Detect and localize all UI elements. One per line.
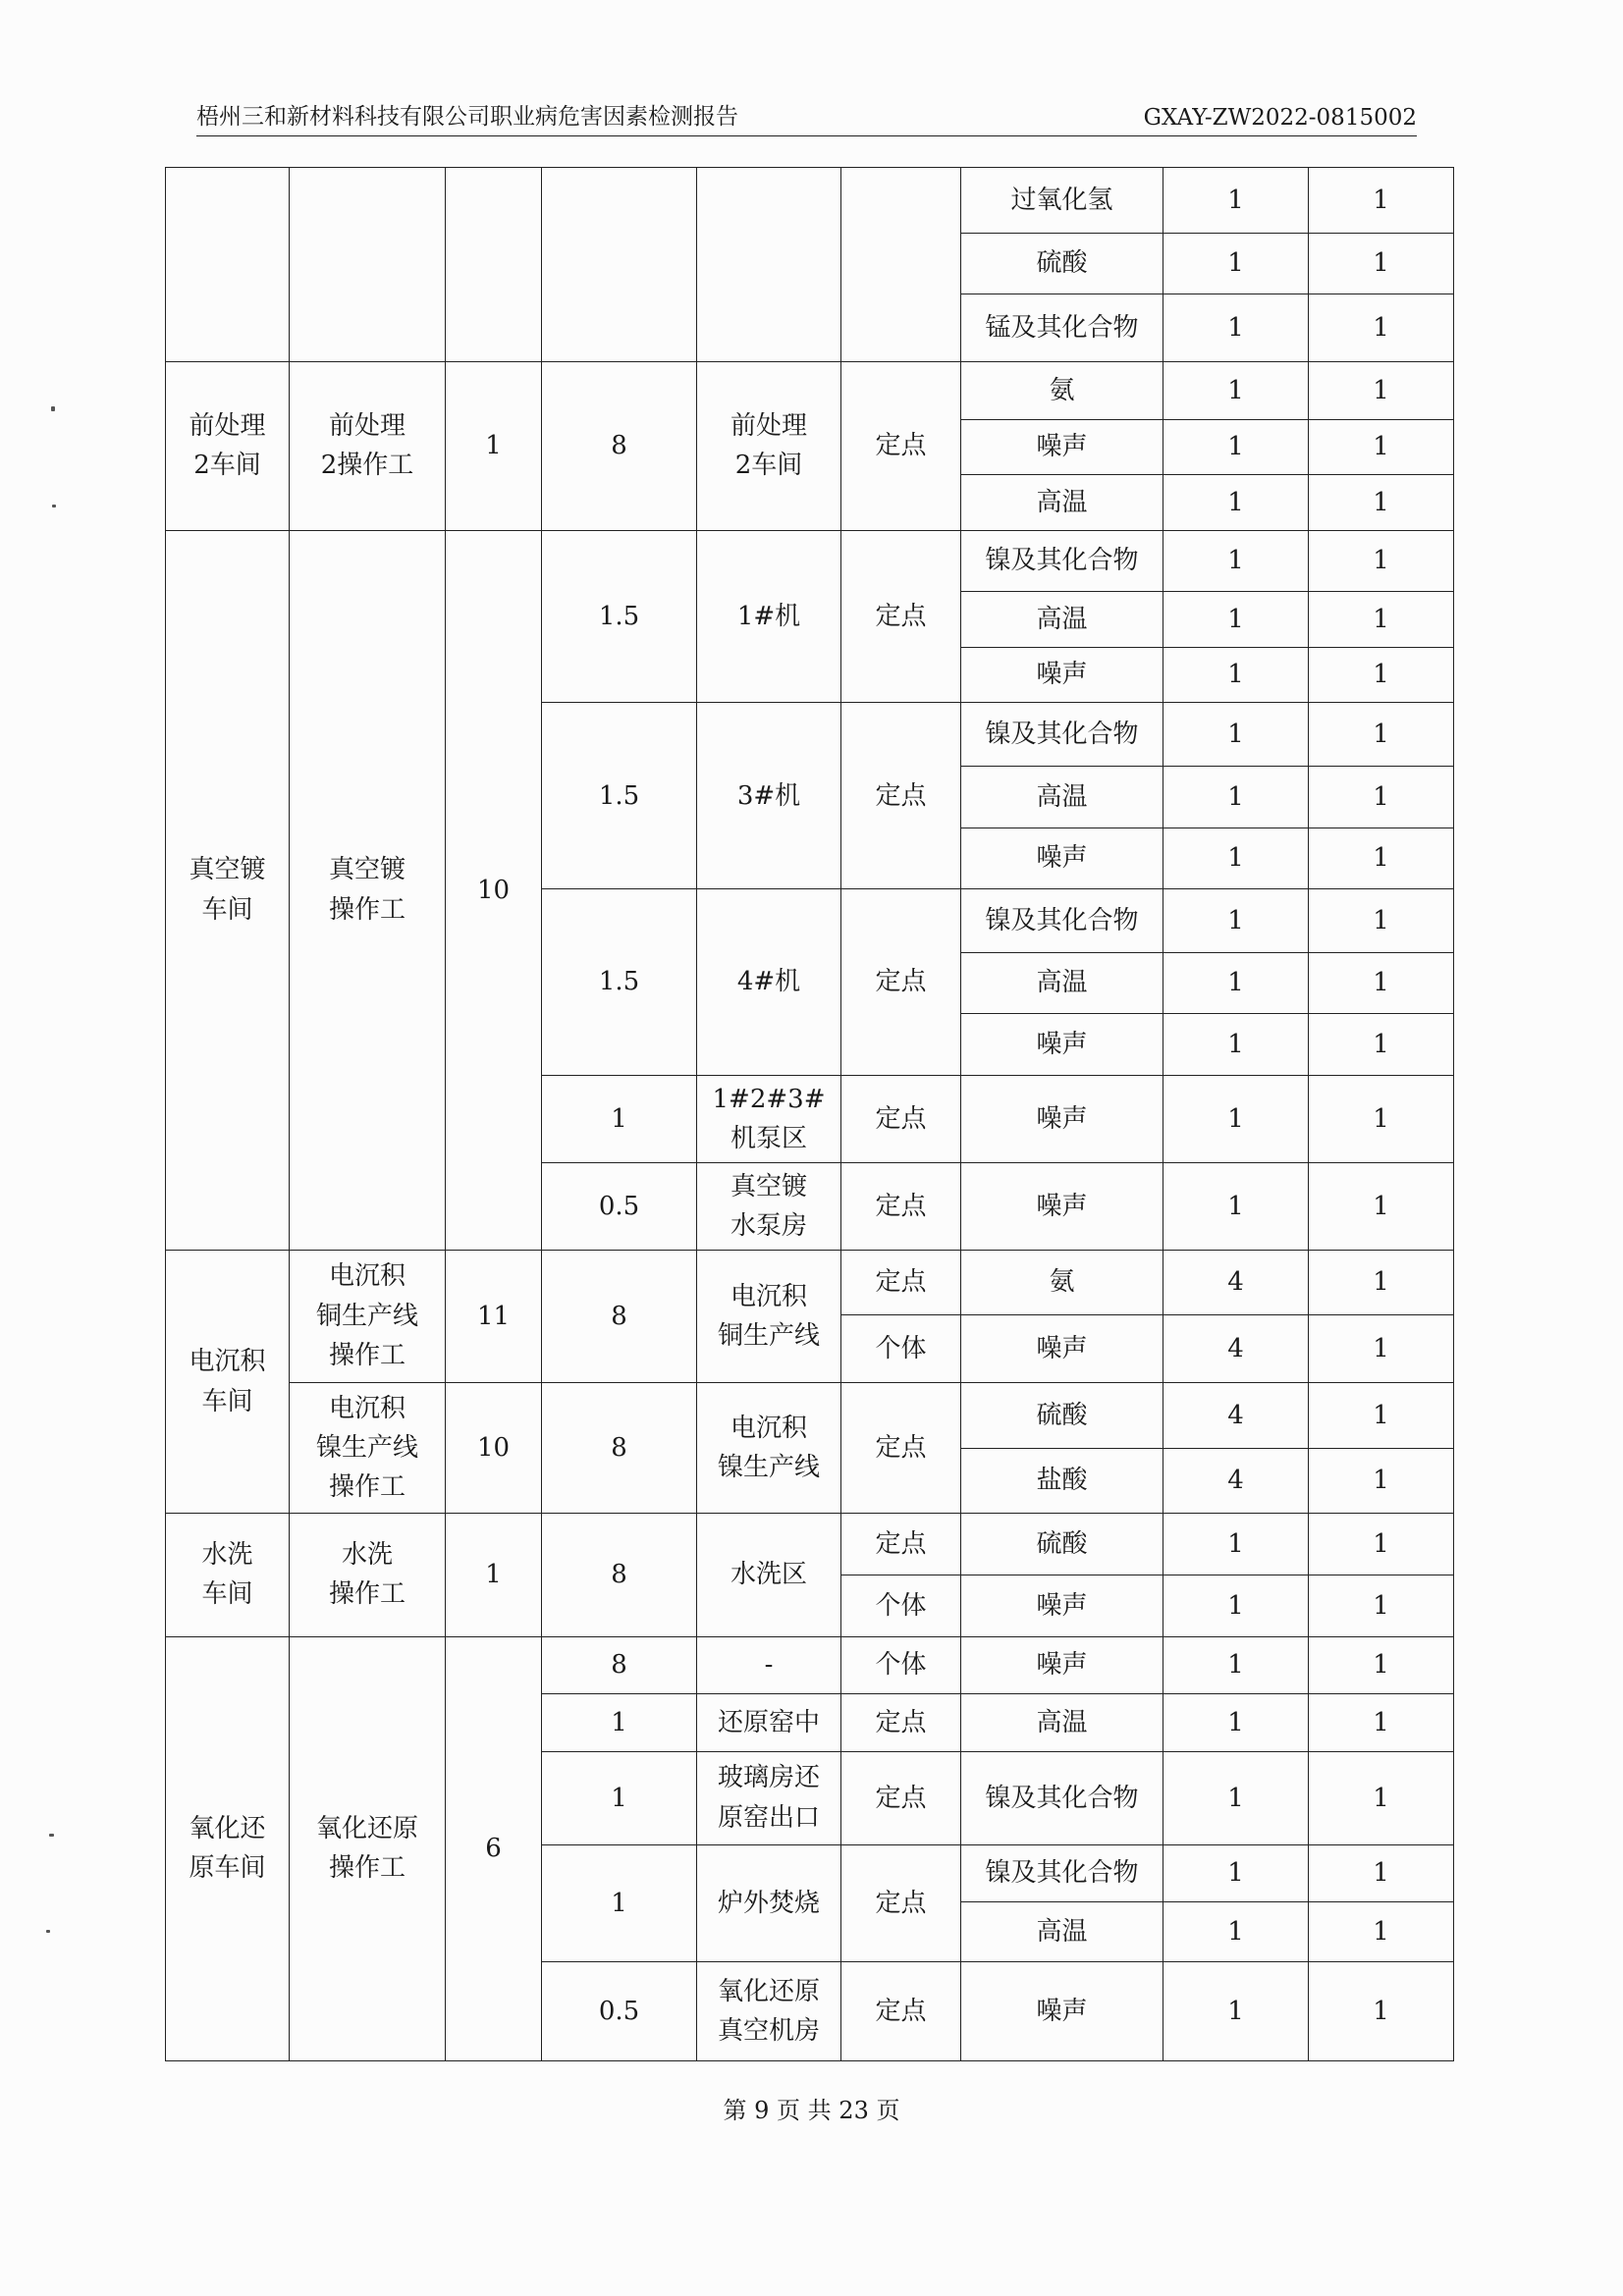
factor-cell: 噪声 [961,1575,1163,1636]
count-cell: 1 [1163,1075,1309,1162]
hours-cell: 0.5 [542,1162,697,1250]
factor-cell: 高温 [961,766,1163,828]
factor-cell: 高温 [961,1902,1163,1962]
page-header [196,96,1417,136]
count-cell: 1 [1163,419,1309,475]
count-cell: 1 [1163,294,1309,362]
job-cell: 电沉积 镍生产线 操作工 [290,1383,446,1514]
count-cell: 1 [1309,828,1454,889]
sampling-type-cell: 个体 [841,1636,961,1694]
count-cell: 1 [1309,1514,1454,1575]
hours-cell: 1 [542,1075,697,1162]
factor-cell: 噪声 [961,1315,1163,1383]
count-cell: 1 [1309,647,1454,703]
count-cell: 1 [1163,647,1309,703]
sampling-type-cell: 定点 [841,1751,961,1844]
count-cell: 1 [1309,530,1454,592]
workshop-cell: 水洗 车间 [166,1514,290,1636]
detection-table [165,167,1454,2061]
location-cell: 前处理 2车间 [697,361,841,530]
workshop-cell: 电沉积 车间 [166,1250,290,1514]
hours-cell: 8 [542,1636,697,1694]
factor-cell: 高温 [961,592,1163,648]
sampling-type-cell: 定点 [841,889,961,1076]
worker-count-cell: 1 [446,361,542,530]
count-cell: 1 [1163,889,1309,953]
count-cell: 1 [1163,952,1309,1014]
location-cell: 氧化还原 真空机房 [697,1961,841,2060]
count-cell: 1 [1309,1315,1454,1383]
count-cell: 1 [1309,1902,1454,1962]
location-cell: 电沉积 镍生产线 [697,1383,841,1514]
count-cell: 1 [1163,361,1309,419]
count-cell: 1 [1309,1162,1454,1250]
factor-cell: 噪声 [961,419,1163,475]
table-row [166,168,1454,234]
count-cell: 1 [1309,1751,1454,1844]
count-cell: 4 [1163,1448,1309,1514]
table-cell [841,168,961,362]
report-title: 梧州三和新材料科技有限公司职业病危害因素检测报告 [196,104,738,130]
table-cell [697,168,841,362]
sampling-type-cell: 定点 [841,361,961,530]
count-cell: 1 [1309,1383,1454,1449]
factor-cell: 过氧化氢 [961,168,1163,234]
location-cell: 还原窑中 [697,1694,841,1752]
count-cell: 1 [1309,1448,1454,1514]
sampling-type-cell: 定点 [841,1694,961,1752]
count-cell: 1 [1163,1902,1309,1962]
sampling-type-cell: 定点 [841,1514,961,1575]
hours-cell: 1 [542,1694,697,1752]
scan-speck [49,1834,54,1837]
location-cell: 1#机 [697,530,841,703]
table-row [166,1636,1454,1694]
worker-count-cell: 10 [446,1383,542,1514]
hours-cell: 8 [542,1514,697,1636]
hours-cell: 1.5 [542,530,697,703]
table-cell [446,168,542,362]
workshop-cell: 前处理 2车间 [166,361,290,530]
workshop-cell: 氧化还 原车间 [166,1636,290,2060]
count-cell: 4 [1163,1250,1309,1315]
count-cell: 1 [1309,1250,1454,1315]
hours-cell: 1.5 [542,703,697,889]
factor-cell: 氨 [961,361,1163,419]
hours-cell: 1 [542,1844,697,1961]
factor-cell: 高温 [961,952,1163,1014]
table-cell [542,168,697,362]
location-cell: 电沉积 铜生产线 [697,1250,841,1382]
hours-cell: 1 [542,1751,697,1844]
worker-count-cell: 6 [446,1636,542,2060]
factor-cell: 噪声 [961,828,1163,889]
table-cell [290,168,446,362]
location-cell: 玻璃房还 原窑出口 [697,1751,841,1844]
table-cell [166,168,290,362]
job-cell: 前处理 2操作工 [290,361,446,530]
count-cell: 1 [1309,766,1454,828]
count-cell: 1 [1163,1751,1309,1844]
count-cell: 1 [1163,703,1309,767]
count-cell: 1 [1309,952,1454,1014]
hours-cell: 0.5 [542,1961,697,2060]
count-cell: 1 [1163,168,1309,234]
sampling-type-cell: 个体 [841,1315,961,1383]
scan-speck [46,1930,50,1933]
sampling-type-cell: 定点 [841,1250,961,1315]
factor-cell: 噪声 [961,1636,1163,1694]
worker-count-cell: 1 [446,1514,542,1636]
factor-cell: 噪声 [961,1075,1163,1162]
count-cell: 1 [1163,1014,1309,1076]
count-cell: 1 [1163,1636,1309,1694]
workshop-cell: 真空镀 车间 [166,530,290,1250]
location-cell: 3#机 [697,703,841,889]
factor-cell: 镍及其化合物 [961,703,1163,767]
job-cell: 真空镀 操作工 [290,530,446,1250]
hours-cell: 1.5 [542,889,697,1076]
scan-speck [51,406,55,411]
sampling-type-cell: 定点 [841,1075,961,1162]
factor-cell: 噪声 [961,1014,1163,1076]
sampling-type-cell: 定点 [841,703,961,889]
job-cell: 电沉积 铜生产线 操作工 [290,1250,446,1382]
sampling-type-cell: 定点 [841,1961,961,2060]
location-cell: - [697,1636,841,1694]
count-cell: 1 [1309,1075,1454,1162]
count-cell: 1 [1309,475,1454,531]
location-cell: 1#2#3# 机泵区 [697,1075,841,1162]
count-cell: 1 [1309,233,1454,294]
factor-cell: 噪声 [961,647,1163,703]
count-cell: 1 [1163,766,1309,828]
factor-cell: 镍及其化合物 [961,1844,1163,1902]
count-cell: 1 [1309,361,1454,419]
sampling-type-cell: 定点 [841,530,961,703]
worker-count-cell: 11 [446,1250,542,1382]
sampling-type-cell: 定点 [841,1162,961,1250]
count-cell: 1 [1309,1636,1454,1694]
table-row [166,530,1454,592]
count-cell: 1 [1163,828,1309,889]
sampling-type-cell: 定点 [841,1844,961,1961]
scan-speck [52,505,56,507]
factor-cell: 高温 [961,1694,1163,1752]
count-cell: 1 [1163,592,1309,648]
table-row [166,1250,1454,1315]
factor-cell: 锰及其化合物 [961,294,1163,362]
table-row [166,1514,1454,1575]
count-cell: 1 [1163,530,1309,592]
count-cell: 1 [1309,1844,1454,1902]
count-cell: 1 [1163,1575,1309,1636]
count-cell: 4 [1163,1383,1309,1449]
location-cell: 炉外焚烧 [697,1844,841,1961]
count-cell: 1 [1163,1961,1309,2060]
count-cell: 1 [1163,1844,1309,1902]
count-cell: 1 [1309,294,1454,362]
job-cell: 氧化还原 操作工 [290,1636,446,2060]
count-cell: 1 [1309,168,1454,234]
factor-cell: 噪声 [961,1162,1163,1250]
table-row [166,1383,1454,1449]
count-cell: 1 [1163,1514,1309,1575]
count-cell: 1 [1309,419,1454,475]
count-cell: 1 [1309,1014,1454,1076]
factor-cell: 盐酸 [961,1448,1163,1514]
count-cell: 1 [1309,889,1454,953]
location-cell: 4#机 [697,889,841,1076]
factor-cell: 硫酸 [961,1383,1163,1449]
hours-cell: 8 [542,1250,697,1382]
sampling-type-cell: 定点 [841,1383,961,1514]
count-cell: 1 [1163,233,1309,294]
factor-cell: 镍及其化合物 [961,889,1163,953]
hours-cell: 8 [542,361,697,530]
count-cell: 4 [1163,1315,1309,1383]
page-number: 第 9 页 共 23 页 [723,2097,900,2124]
factor-cell: 噪声 [961,1961,1163,2060]
factor-cell: 高温 [961,475,1163,531]
factor-cell: 硫酸 [961,1514,1163,1575]
factor-cell: 氨 [961,1250,1163,1315]
count-cell: 1 [1163,1162,1309,1250]
count-cell: 1 [1163,475,1309,531]
count-cell: 1 [1309,592,1454,648]
count-cell: 1 [1309,1575,1454,1636]
count-cell: 1 [1309,1694,1454,1752]
factor-cell: 硫酸 [961,233,1163,294]
job-cell: 水洗 操作工 [290,1514,446,1636]
table-row [166,361,1454,419]
hours-cell: 8 [542,1383,697,1514]
count-cell: 1 [1163,1694,1309,1752]
factor-cell: 镍及其化合物 [961,1751,1163,1844]
location-cell: 真空镀 水泵房 [697,1162,841,1250]
location-cell: 水洗区 [697,1514,841,1636]
sampling-type-cell: 个体 [841,1575,961,1636]
count-cell: 1 [1309,703,1454,767]
report-code: GXAY-ZW2022-0815002 [1143,105,1417,131]
factor-cell: 镍及其化合物 [961,530,1163,592]
worker-count-cell: 10 [446,530,542,1250]
count-cell: 1 [1309,1961,1454,2060]
